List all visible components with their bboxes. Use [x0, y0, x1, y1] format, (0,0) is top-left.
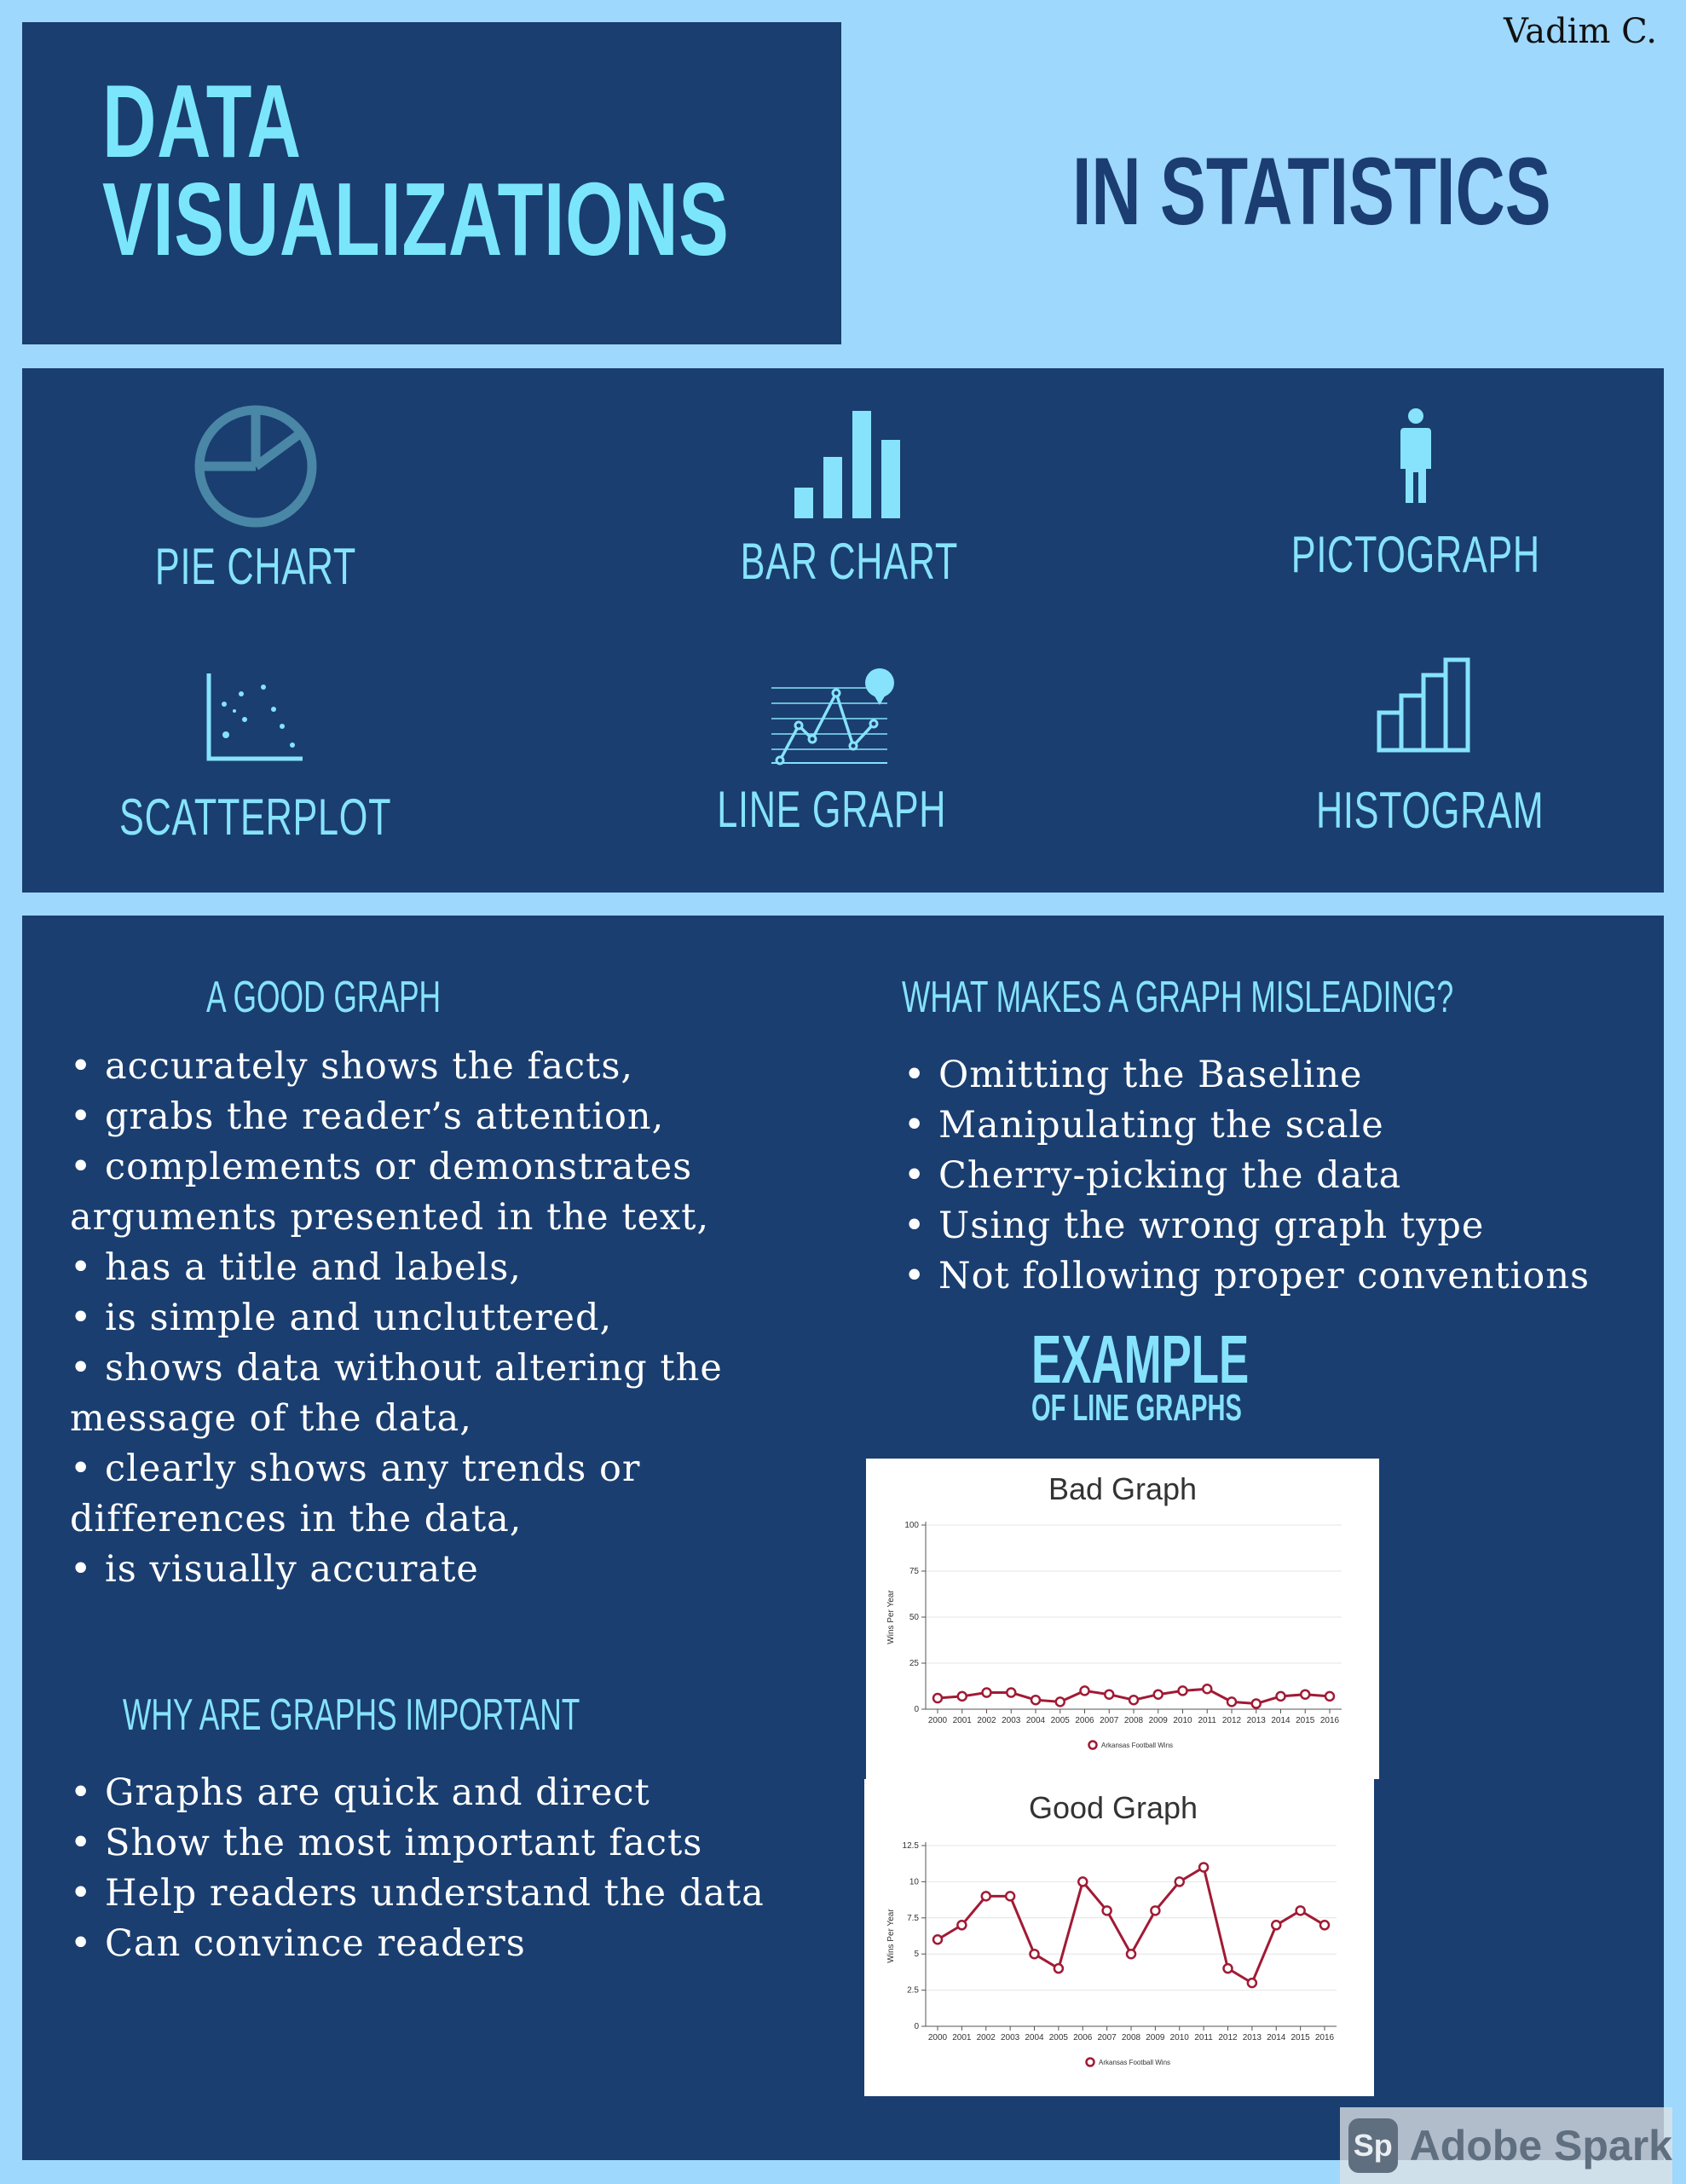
graph-type-pie: [43, 402, 469, 596]
graph-type-label: BAR CHART: [740, 533, 958, 590]
x-tick-label: 2000: [927, 1716, 948, 1725]
x-tick-label: 2009: [1146, 2033, 1165, 2042]
y-tick-label: 0: [914, 1705, 919, 1714]
data-point: [933, 1935, 942, 1944]
data-point: [957, 1921, 966, 1929]
y-tick-label: 2.5: [907, 1985, 919, 1996]
graph-type-label: PIE CHART: [154, 538, 357, 595]
data-point: [958, 1692, 967, 1701]
author-name: Vadim C.: [1504, 12, 1657, 51]
list-item: • Cherry-picking the data: [904, 1154, 1402, 1197]
x-tick-label: 2013: [1242, 2033, 1262, 2042]
graph-type-histogram: [1217, 653, 1643, 840]
list-item: message of the data,: [70, 1397, 472, 1440]
data-point: [1129, 1696, 1138, 1704]
list-item: • has a title and labels,: [70, 1246, 522, 1289]
y-tick-label: 25: [909, 1659, 919, 1668]
list-item: arguments presented in the text,: [70, 1196, 710, 1239]
x-tick-label: 2007: [1100, 1716, 1119, 1725]
title-line-1: DATA: [102, 63, 302, 179]
subtitle: IN STATISTICS: [1072, 138, 1551, 245]
pie-chart-icon: [192, 402, 320, 530]
list-item: • complements or demonstrates: [70, 1146, 693, 1188]
list-item: • grabs the reader’s attention,: [70, 1095, 665, 1138]
list-item: • Graphs are quick and direct: [70, 1771, 650, 1814]
x-tick-label: 2003: [1002, 1716, 1021, 1725]
y-tick-label: 0: [914, 2022, 919, 2031]
adobe-spark-logo-icon: Sp: [1348, 2118, 1398, 2173]
list-item: • Help readers understand the data: [70, 1872, 765, 1915]
chart-title: Bad Graph: [1048, 1471, 1198, 1506]
x-tick-label: 2016: [1319, 1716, 1340, 1725]
legend-label: Arkansas Football Wins: [1101, 1742, 1174, 1749]
watermark-text: Adobe Spark: [1409, 2122, 1672, 2170]
list-item: • Can convince readers: [70, 1922, 526, 1965]
data-point: [1203, 1684, 1211, 1693]
x-tick-label: 2001: [952, 1716, 972, 1725]
histogram-icon: [1375, 653, 1486, 755]
x-tick-label: 2011: [1194, 2033, 1213, 2042]
y-tick-label: 5: [914, 1950, 919, 1960]
legend-marker: [1089, 1742, 1097, 1749]
data-point: [1054, 1964, 1063, 1973]
good-graph-list: [70, 1042, 723, 1595]
data-point: [1320, 1921, 1329, 1929]
x-tick-label: 2002: [976, 2033, 996, 2042]
data-point: [1248, 1979, 1256, 1987]
x-tick-label: 2004: [1025, 1716, 1046, 1725]
data-point: [1078, 1877, 1087, 1886]
x-tick-label: 2012: [1218, 2033, 1238, 2042]
y-tick-label: 10: [909, 1877, 919, 1887]
data-point: [933, 1694, 942, 1702]
line-graph-icon: [768, 662, 896, 773]
x-tick-label: 2000: [927, 2033, 948, 2042]
person-icon: [1390, 402, 1441, 530]
data-point: [1325, 1692, 1334, 1701]
list-item: differences in the data,: [70, 1498, 523, 1540]
graph-type-line: [619, 662, 1045, 839]
adobe-spark-watermark: [1340, 2107, 1672, 2184]
data-point: [1227, 1697, 1236, 1706]
list-item: • is simple and uncluttered,: [70, 1297, 613, 1339]
data-point: [1199, 1863, 1208, 1871]
y-axis-label: Wins Per Year: [886, 1909, 896, 1963]
bar-chart-icon: [789, 402, 909, 530]
data-point: [1296, 1906, 1305, 1915]
graph-type-label: SCATTERPLOT: [119, 789, 392, 846]
data-point: [1301, 1690, 1309, 1699]
x-tick-label: 2013: [1246, 1716, 1266, 1725]
list-item: • shows data without altering the: [70, 1347, 723, 1390]
x-tick-label: 2008: [1121, 2033, 1141, 2042]
data-point: [1154, 1690, 1163, 1699]
example-heading: EXAMPLE: [1031, 1321, 1250, 1397]
x-tick-label: 2014: [1267, 2033, 1286, 2042]
graph-type-label: PICTOGRAPH: [1290, 526, 1541, 583]
content-panel: [22, 916, 1664, 2160]
y-tick-label: 12.5: [902, 1841, 919, 1851]
title-line-2: VISUALIZATIONS: [102, 161, 730, 277]
x-tick-label: 2011: [1198, 1716, 1217, 1725]
chart-title: Good Graph: [1028, 1790, 1198, 1825]
y-tick-label: 100: [904, 1521, 919, 1530]
legend-marker: [1087, 2059, 1094, 2066]
good-graph-heading: A GOOD GRAPH: [206, 973, 442, 1022]
x-tick-label: 2012: [1221, 1716, 1242, 1725]
data-point: [1252, 1700, 1261, 1708]
data-point: [1081, 1686, 1089, 1695]
x-tick-label: 2003: [1001, 2033, 1020, 2042]
x-tick-label: 2009: [1148, 1716, 1168, 1725]
data-point: [1103, 1906, 1111, 1915]
data-point: [1179, 1686, 1187, 1695]
data-point: [1031, 1696, 1040, 1704]
bad-graph-chart: [866, 1459, 1379, 1779]
data-point: [1056, 1697, 1065, 1706]
graph-type-bar: [636, 402, 1062, 591]
x-tick-label: 2006: [1075, 1716, 1094, 1725]
y-axis-label: Wins Per Year: [886, 1590, 896, 1644]
series-line: [938, 1867, 1325, 1983]
misleading-list: [904, 1050, 1590, 1302]
x-tick-label: 2002: [977, 1716, 996, 1725]
data-point: [1006, 1892, 1014, 1900]
x-tick-label: 2004: [1025, 2033, 1044, 2042]
graph-type-label: LINE GRAPH: [717, 781, 947, 838]
list-item: • clearly shows any trends or: [70, 1447, 641, 1490]
x-tick-label: 2015: [1296, 1716, 1315, 1725]
x-tick-label: 2010: [1169, 2033, 1189, 2042]
data-point: [1151, 1906, 1159, 1915]
graph-type-label: HISTOGRAM: [1316, 782, 1545, 839]
list-item: • Not following proper conventions: [904, 1255, 1591, 1297]
x-tick-label: 2010: [1173, 1716, 1192, 1725]
legend-label: Arkansas Football Wins: [1099, 2059, 1171, 2066]
y-tick-label: 7.5: [907, 1913, 919, 1923]
good-graph-chart: [864, 1779, 1374, 2096]
x-tick-label: 2006: [1073, 2033, 1093, 2042]
data-point: [1031, 1950, 1039, 1958]
list-item: • Show the most important facts: [70, 1822, 703, 1864]
scatterplot-icon: [200, 667, 311, 769]
example-subheading: OF LINE GRAPHS: [1031, 1387, 1242, 1429]
data-point: [1127, 1950, 1135, 1958]
importance-heading: WHY ARE GRAPHS IMPORTANT: [123, 1690, 580, 1740]
data-point: [1007, 1689, 1015, 1697]
list-item: • Using the wrong graph type: [904, 1205, 1485, 1247]
y-tick-label: 50: [909, 1613, 919, 1622]
importance-list: [70, 1768, 765, 1969]
data-point: [1272, 1921, 1280, 1929]
x-tick-label: 2005: [1050, 1716, 1070, 1725]
list-item: • Omitting the Baseline: [904, 1054, 1363, 1096]
x-tick-label: 2001: [952, 2033, 972, 2042]
x-tick-label: 2005: [1048, 2033, 1068, 2042]
graph-type-pictograph: [1203, 402, 1629, 584]
y-tick-label: 75: [909, 1567, 919, 1576]
data-point: [1105, 1690, 1113, 1699]
misleading-heading: WHAT MAKES A GRAPH MISLEADING?: [902, 973, 1454, 1022]
x-tick-label: 2007: [1097, 2033, 1117, 2042]
x-tick-label: 2008: [1123, 1716, 1144, 1725]
data-point: [1277, 1692, 1285, 1701]
bad-graph-card: [866, 1459, 1379, 1779]
good-graph-card: [864, 1779, 1374, 2096]
x-tick-label: 2015: [1290, 2033, 1310, 2042]
x-tick-label: 2016: [1314, 2033, 1335, 2042]
data-point: [1224, 1964, 1233, 1973]
title-panel: [22, 22, 841, 344]
data-point: [983, 1689, 991, 1697]
graph-type-scatter: [43, 667, 469, 846]
data-point: [982, 1892, 990, 1900]
list-item: • Manipulating the scale: [904, 1104, 1384, 1147]
x-tick-label: 2014: [1271, 1716, 1290, 1725]
graph-types-panel: [22, 368, 1664, 893]
list-item: • accurately shows the facts,: [70, 1045, 634, 1088]
list-item: • is visually accurate: [70, 1548, 479, 1591]
data-point: [1175, 1877, 1184, 1886]
